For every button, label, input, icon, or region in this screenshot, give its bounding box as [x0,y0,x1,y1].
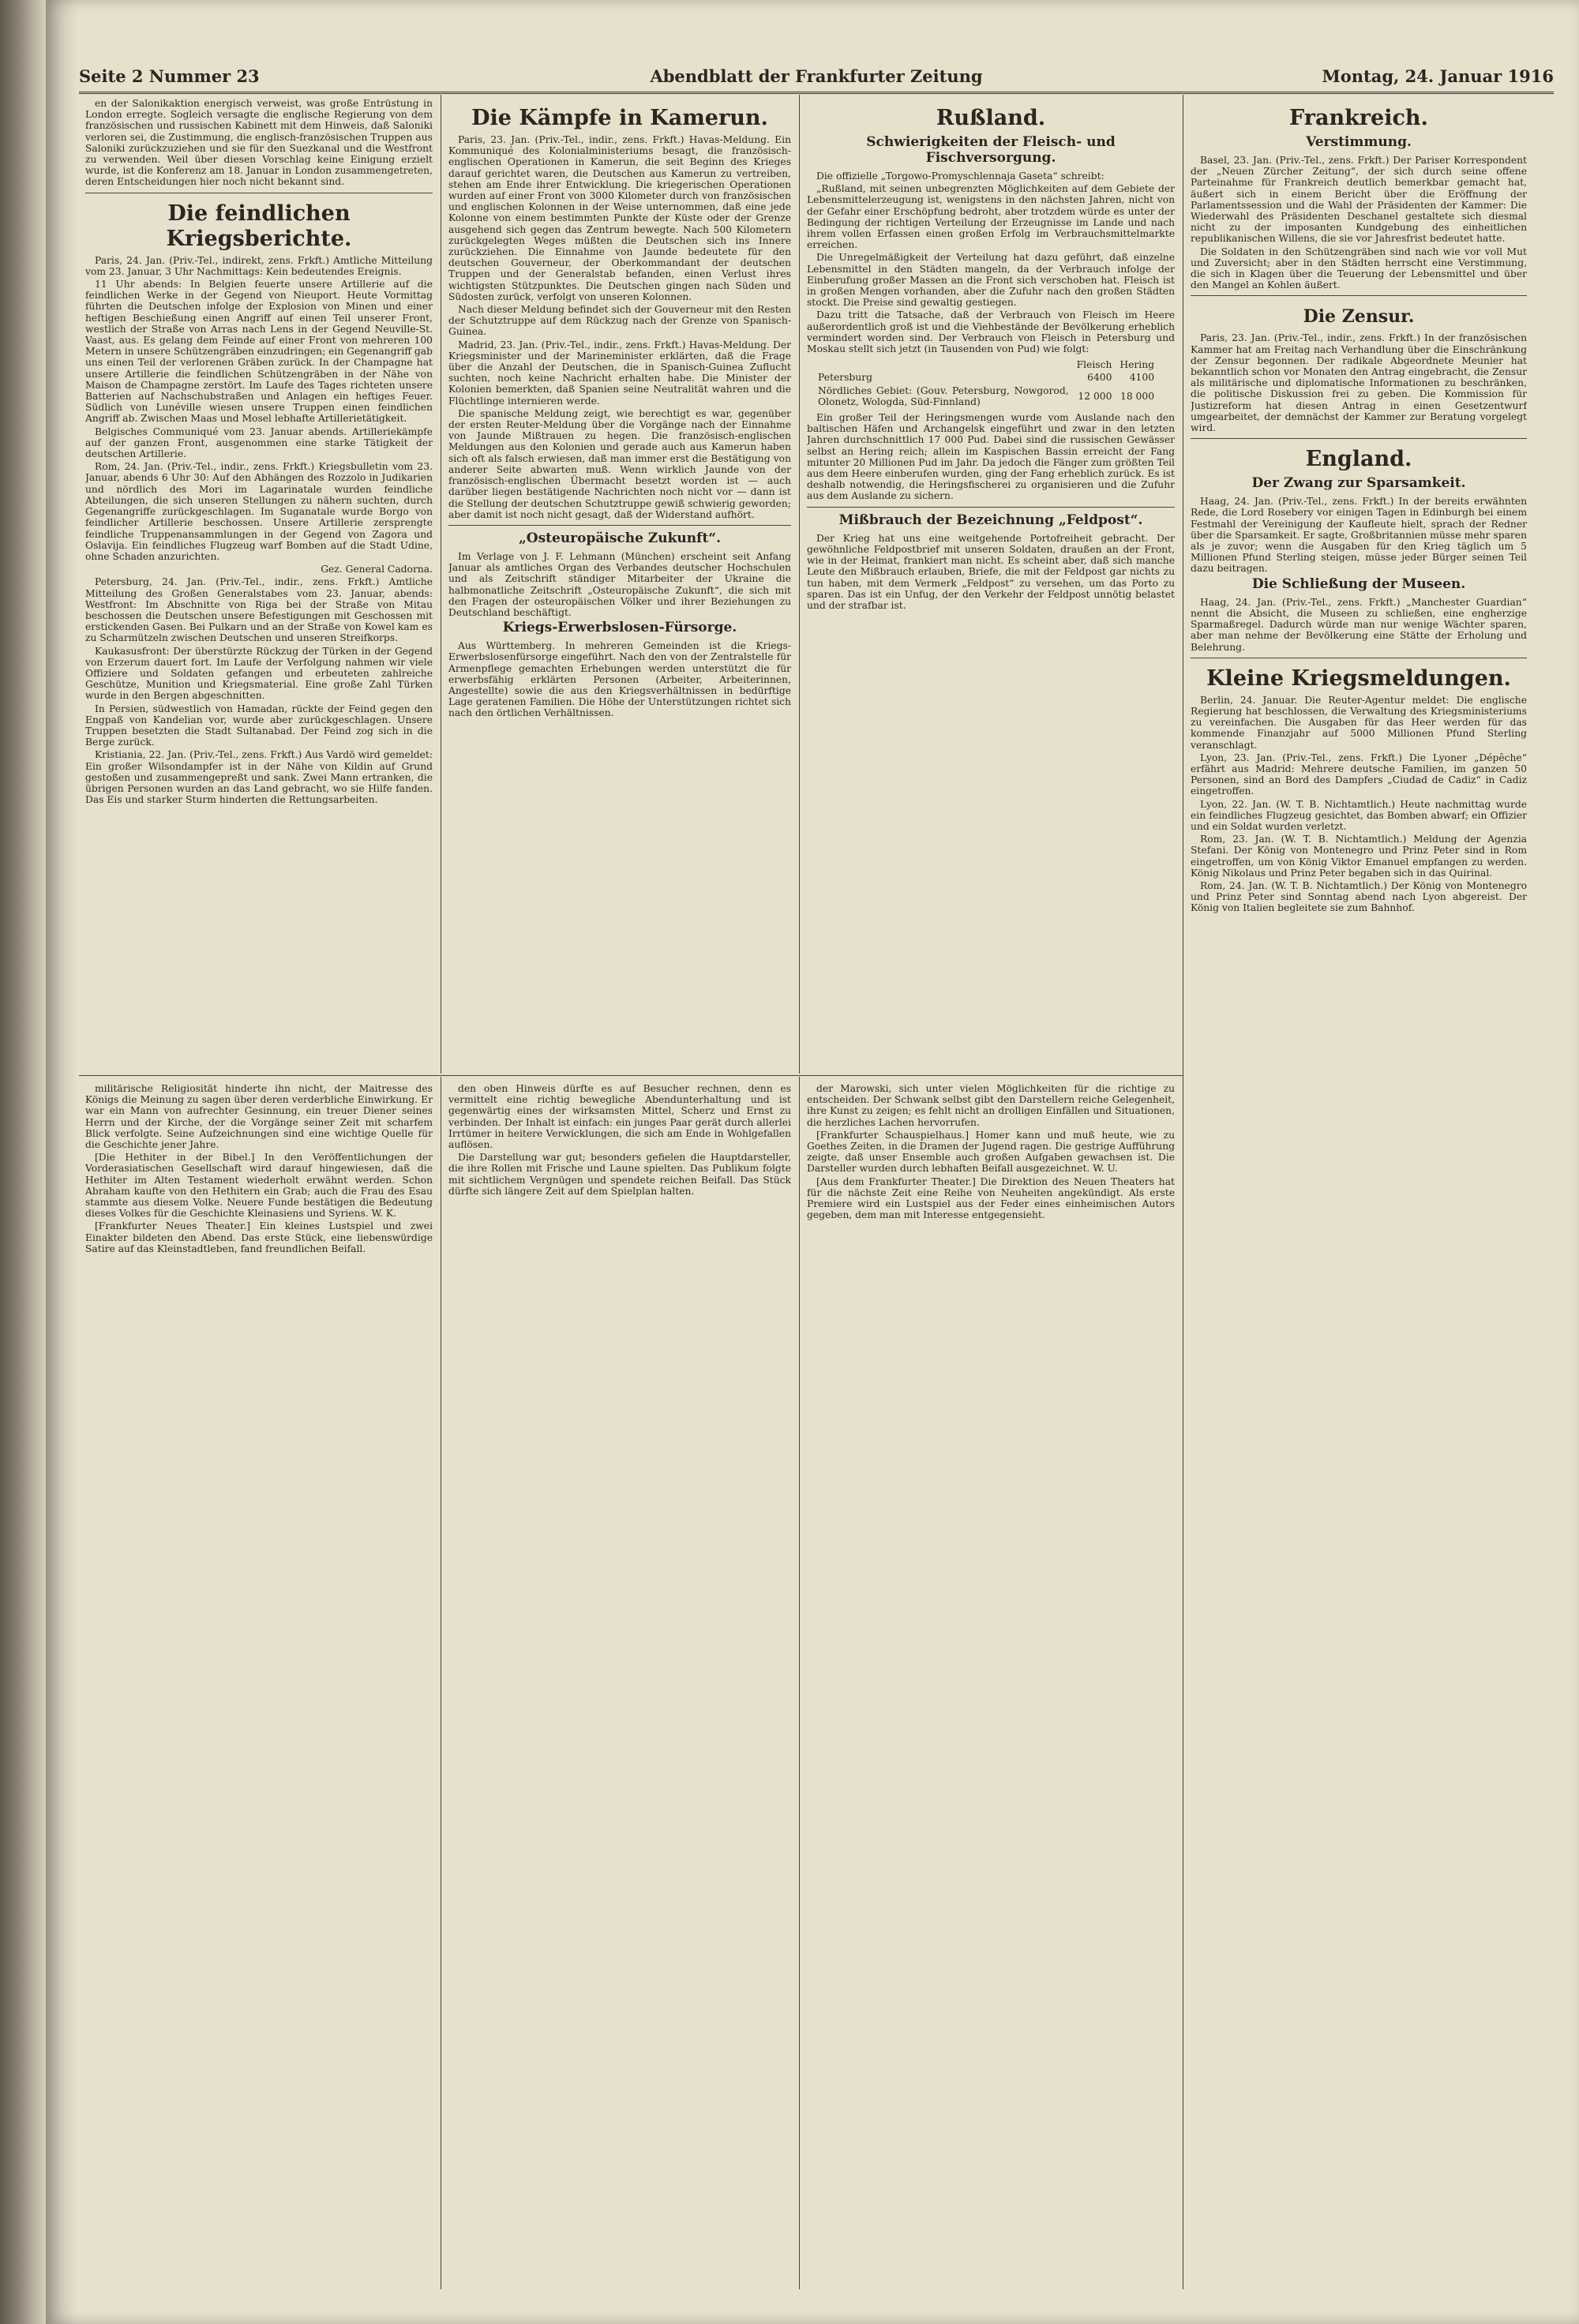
paragraph: Die Unregelmäßigkeit der Verteilung hat dazu geführt, daß einzelne Lebensmittel in den Städten mangeln, da der Verbrauch infolge der Einberufung großer Massen an die Front sich verschoben hat. Fleisch ist in großen Mengen vorhanden, aber die Zufuhr nach den großen Städten stockt. Die Preise sind gewaltig gestiegen. [807,252,1175,309]
article-subheading: Kriegs-Erwerbslosen-Fürsorge. [502,620,737,636]
consumption-table [813,358,1159,409]
paragraph: Basel, 23. Jan. (Priv.-Tel., zens. Frkft.) Der Pariser Korrespondent der „Neuen Zürcher Zeitung“, der sich durch seine offene Parteinahme für Frankreich deutlich bemerkbar gemacht hat, äußert sich in einem Bericht über die Eröffnung der Parlamentssession und die Wahl der Präsidenten der Kammer: Die Wiederwahl des Präsidenten Deschanel gestaltete sich diesmal nicht zu der imposanten Kundgebung des einheitlichen republikanischen Willens, die sie vor Jahresfrist bedeutet hatte. [1191,155,1527,245]
table-cell: 6400 [1087,372,1112,384]
page-number: Seite 2 Nummer 23 [79,66,260,86]
table-cell: 12 000 [1078,390,1112,402]
article-heading: Die Zensur. [1303,306,1415,328]
paragraph: Haag, 24. Jan. (Priv.-Tel., zens. Frkft.) In der bereits erwähnten Rede, die Lord Rosebery vor einigen Tagen in Edinburgh bei einem Festmahl der Vereinigung der Kaufleute hielt, sprach der Redner über die Sparsamkeit. Er sagte, Großbritannien müsse mehr sparen als je zuvor; wenn die Ausgaben für den Krieg täglich um 5 Millionen Pfund Sterling steigen, müsse jeder Bürger seinen Teil dazu beitragen. [1191,496,1527,575]
table-row [815,385,1157,407]
table-header-cell: Hering [1120,359,1155,371]
article-subheading: Die Schließung der Museen. [1251,575,1466,592]
article-heading: Die Kämpfe in Kamerun. [471,106,768,130]
article-heading: England. [1305,447,1412,472]
page-gutter-shadow [46,0,77,2324]
paragraph: Paris, 24. Jan. (Priv.-Tel., indirekt, zens. Frkft.) Amtliche Mitteilung vom 23. Januar, 3 Uhr Nachmittags: Kein bedeutendes Ereignis. [85,254,433,277]
column-divider [799,1077,800,2289]
table-cell: 4100 [1129,372,1155,384]
paragraph: „Rußland, mit seinen unbegrenzten Möglichkeiten auf dem Gebiete der Lebensmittelerzeugung ist, wenigstens in den nächsten Jahren, nicht von der Gefahr einer Erschöpfung bedroht, aber trotzdem würde es unter der Bedingung der richtigen Verteilung der Erzeugnisse im Lande und nach ihrem vollen Erfassen einen großen Erfolg im Verbrauchsmittelmarkte erreichen. [807,183,1175,251]
paragraph: Nach dieser Meldung befindet sich der Gouverneur mit den Resten der Schutztruppe auf dem Rückzug nach der Grenze von Spanisch-Guinea. [448,304,791,338]
paragraph: Aus Württemberg. In mehreren Gemeinden ist die Kriegs-Erwerbslosenfürsorge eingeführt. Nach den von der Zentralstelle für Armenpflege gemachten Erhebungen werden unterstützt die für erwerbsfähig erklärten Personen (Arbeiter, Arbeiterinnen, Angestellte) sowie die aus den Kriegsverhältnissen in bedürftige Lage geratenen Familien. Die Höhe der Unterstützungen richtet sich nach den örtlichen Verhältnissen. [448,640,791,719]
table-header-cell: Fleisch [1076,359,1112,371]
paragraph: Ein großer Teil der Heringsmengen wurde vom Auslande nach den baltischen Häfen und Archangelsk eingeführt und zwar in den letzten Jahren durchschnittlich 17 000 Pud. Dabei sind die russischen Gewässer selbst an Hering reich; allein im Kaspischen Bassin erreicht der Fang mitunter 20 Millionen Pud im Jahr. Da jedoch die Fänger zum größten Teil aus dem Heere einberufen wurden, ging der Fang erheblich zurück. Es ist deshalb notwendig, die Heringsfischerei zu organisieren und die Zufuhr aus dem Auslande zu sichern. [807,412,1175,502]
paragraph: Dazu tritt die Tatsache, daß der Verbrauch von Fleisch im Heere außerordentlich groß ist und die Viehbestände der Bevölkerung erheblich vermindert worden sind. Der Verbrauch von Fleisch in Petersburg und Moskau stellt sich jetzt (in Tausenden von Pud) wie folgt: [807,309,1175,355]
newspaper-title: Abendblatt der Frankfurter Zeitung [650,66,983,86]
article-heading: Rußland. [936,106,1046,130]
paragraph: Die offizielle „Torgowo-Promyschlennaja Gaseta“ schreibt: [816,171,1105,182]
paragraph: 11 Uhr abends: In Belgien feuerte unsere Artillerie auf die feindlichen Werke in der Gegend von Nieuport. Heute Vormittag führten die Deutschen infolge der Explosion von Minen und einer heftigen Beschießung einen Angriff auf einen Teil unserer Front, westlich der Straße von Arras nach Lens in der Gegend Neuville-St. Vaast, aus. Es gelang dem Feinde auf einer Front von mehreren 100 Metern in unsere Schützengräben einzudringen; ein Gegenangriff gab uns einen Teil der verlorenen Gräben zurück. In der Champagne hat unsere Artillerie die feindlichen Schützengräben in der Nähe von Maison de Champagne zerstört. Im Laufe des Tages richteten unsere Batterien auf Nachschubstraßen und Anlagen ein heftiges Feuer. Südlich von Lunéville wiesen unsere Truppen einen feindlichen Angriff ab. Zwischen Maas und Mosel lebhafte Artillerietätigkeit. [85,279,433,425]
article-subheading: Der Zwang zur Sparsamkeit. [1251,475,1466,492]
article-rule [448,525,791,526]
signature: Gez. General Cadorna. [321,564,433,575]
paragraph: Kaukasusfront: Der überstürzte Rückzug der Türken in der Gegend von Erzerum dauert fort. Im Laufe der Verfolgung nahmen wir viele Offiziere und Soldaten gefangen und erbeuteten zahlreiche Geschütze, Munition und Kriegsmaterial. Eine große Zahl Türken wurde in den Bergen abgeschnitten. [85,645,433,702]
column-3 [807,98,1175,1070]
paragraph: Die Soldaten in den Schützengräben sind nach wie vor voll Mut und Zuversicht; aber in den Städten herrscht eine Verstimmung, die sich in Klagen über die Teuerung der Lebensmittel und über den Mangel an Kohlen äußert. [1191,246,1527,291]
article-subheading: Verstimmung. [1306,134,1412,150]
paragraph: Haag, 24. Jan. (Priv.-Tel., zens. Frkft.) „Manchester Guardian“ nennt die Absicht, die Museen zu schließen, eine engherzige Sparmaßregel. Dadurch würde man nur wenige Wächter sparen, aber man nehme der Bevölkerung eine Stätte der Erholung und Belehrung. [1191,596,1527,653]
paragraph: Belgisches Communiqué vom 23. Januar abends. Artilleriekämpfe auf der ganzen Front, ausgenommen eine starke Tätigkeit der deutschen Artillerie. [85,425,433,460]
article-subheading: Schwierigkeiten der Fleisch- und Fischversorgung. [866,134,1116,166]
paragraph: [Die Hethiter in der Bibel.] In den Veröffentlichungen der Vorderasiatischen Gesellschaft wird darauf hingewiesen, daß die Hethiter im Alten Testament wiederholt erwähnt werden. Schon Abraham kaufte von den Hethitern ein Grab; auch die Frau des Esau stammte aus diesem Volke. Neuere Funde bestätigen die Bedeutung dieses Volkes für die Geschichte Kleinasiens und Syriens. W. K. [85,1152,433,1220]
table-header-cell [815,359,1072,370]
paragraph: Die Darstellung war gut; besonders gefielen die Hauptdarsteller, die ihre Rollen mit Frische und Laune spielten. Das Publikum folgte mit sichtlichem Vergnügen und spendete reichen Beifall. Das Stück dürfte sich längere Zeit auf dem Spielplan halten. [448,1152,791,1197]
paragraph: Paris, 23. Jan. (Priv.-Tel., indir., zens. Frkft.) In der französischen Kammer hat am Freitag nach Verhandlung über die Einschränkung der Zensur begonnen. Der radikale Abgeordnete Meunier hat bekanntlich schon vor Monaten den Antrag eingebracht, die Zensur als militärische und diplomatische Informationen zu beschränken, die politische Diskussion frei zu geben. Die Kommission für Justizreform hat diesen Antrag in einen Gesetzentwurf umgearbeitet, der demnächst der Kammer zur Beratung vorgelegt wird. [1191,332,1527,434]
article-heading: Die feindlichen Kriegsberichte. [166,201,352,251]
paragraph: militärische Religiosität hinderte ihn nicht, der Maitresse des Königs die Meinung zu sagen über deren verderbliche Einwirkung. Er war ein Mann von aufrechter Gesinnung, ein treuer Diener seines Herrn und der Kirche, der die Vorgänge seiner Zeit mit scharfem Blick verfolgte. Seine Aufzeichnungen sind eine wichtige Quelle für die Geschichte jener Jahre. [85,1083,433,1151]
book-spine [0,0,46,2324]
paragraph: In Persien, südwestlich von Hamadan, rückte der Feind gegen den Engpaß von Kandelian vor, wurde aber zurückgeschlagen. Unsere Truppen besetzten die Stadt Sultanabad. Der Feind zog sich in die Berge zurück. [85,703,433,748]
feuilleton-column-3 [807,1083,1175,2283]
table-row [815,372,1157,383]
paragraph: Lyon, 22. Jan. (W. T. B. Nichtamtlich.) Heute nachmittag wurde ein feindliches Flugzeug gesichtet, das Bomben abwarf; ein Offizier und ein Soldat wurden verletzt. [1191,798,1527,832]
column-1 [85,98,433,1070]
table-header-row [815,359,1157,370]
paragraph: Lyon, 23. Jan. (Priv.-Tel., zens. Frkft.) Die Lyoner „Dépêche“ erfährt aus Madrid: Mehrere deutsche Familien, im ganzen 50 Personen, sind an Bord des Dampfers „Ciudad de Cadiz“ in Cadiz eingetroffen. [1191,752,1527,797]
paragraph: Paris, 23. Jan. (Priv.-Tel., indir., zens. Frkft.) Havas-Meldung. Ein Kommuniqué des Kolonialministeriums besagt, die französisch-englischen Operationen in Kamerun, die seit Beginn des Krieges darauf gerichtet waren, die Deutschen aus Kamerun zu vertreiben, stehen am Ende ihrer Entwicklung. Die kriegerischen Operationen wurden auf einer Front von 3000 Kilometer durch von französischen und englischen Kolonnen in der Weise unternommen, daß eine jede Kolonne von einem bestimmten Punkte der Küste oder der Grenze ausgehend sich gegen das Zentrum bewegte. Nach 500 Kilometern zurückgelegten Weges müßten die Deutschen sich ins Innere zurückziehen. Die Einnahme von Jaunde bedeutete für den deutschen Gouverneur, der Oberkommandant der deutschen Truppen und der Generalstab befanden, einen Verlust ihres wichtigsten Stützpunktes. Die Deutschen gingen nach Süden und Südosten zurück, verfolgt von unseren Kolonnen. [448,134,791,302]
paragraph: Rom, 23. Jan. (W. T. B. Nichtamtlich.) Meldung der Agenzia Stefani. Der König von Montenegro und Prinz Peter sind in Rom eingetroffen, um von König Viktor Emanuel empfangen zu werden. König Nikolaus und Prinz Peter begaben sich in das Quirinal. [1191,834,1527,879]
paragraph: Kristiania, 22. Jan. (Priv.-Tel., zens. Frkft.) Aus Vardö wird gemeldet: Ein großer Wilsondampfer ist in der Nähe von Kildin auf Grund gestoßen und zusammengepreßt und sank. Zwei Mann ertranken, die übrigen Personen wurden an das Land gebracht, wo sie Hilfe fanden. Das Eis und starker Sturm hinderten die Rettungsarbeiten. [85,749,433,806]
issue-date: Montag, 24. Januar 1916 [1322,66,1554,86]
paragraph: Die spanische Meldung zeigt, wie berechtigt es war, gegenüber der ersten Reuter-Meldung über die Vorgänge nach der Einnahme von Jaunde Mißtrauen zu hegen. Die französisch-englischen Meldungen aus den Kolonien und gerade auch aus Kamerun haben sich oft als falsch erwiesen, daß man immer erst die Bestätigung von anderer Seite abwarten muß. Wenn wirklich Jaunde von der französisch-englischen Übermacht besetzt worden ist — auch darüber liegen bestätigende Nachrichten noch nicht vor — dann ist die Stellung der deutschen Schutztruppe gewiß schwierig geworden; aber damit ist noch nicht gesagt, daß der Widerstand aufhört. [448,407,791,520]
masthead [79,63,1554,94]
table-cell: Petersburg [818,372,872,384]
paragraph: Rom, 24. Jan. (Priv.-Tel., indir., zens. Frkft.) Kriegsbulletin vom 23. Januar, abends 6 Uhr 30: Auf den Abhängen des Rozzolo in Judikarien und nördlich des Mori im Lagarinatale wurden feindliche Abteilungen, die sich unseren Stellungen zu nähern suchten, durch Gegenangriffe zurückgeschlagen. Im Suganatale wurde Borgo von feindlicher Artillerie beschossen. Unsere Artillerie zersprengte feindliche Truppenansammlungen in der Gegend von Zagora und Oslavija. Ein feindliches Flugzeug warf Bomben auf die Stadt Udine, ohne Schaden anzurichten. [85,461,433,562]
article-rule [1191,295,1527,296]
article-rule [1191,438,1527,439]
column-divider [799,95,800,1074]
table-cell: 18 000 [1120,390,1155,402]
paragraph: Rom, 24. Jan. (W. T. B. Nichtamtlich.) Der König von Montenegro und Prinz Peter sind Sonntag abend nach Lyon abgereist. Der König von Italien begleitete sie zum Bahnhof. [1191,879,1527,914]
paragraph: Der Krieg hat uns eine weitgehende Portofreiheit gebracht. Der gewöhnliche Feldpostbrief mit unseren Soldaten, draußen an der Front, wie in der Heimat, frankiert man nicht. Es scheint aber, daß sich manche Leute den Mißbrauch erlauben, Briefe, die mit der Feldpost gar nichts zu tun haben, mit dem Vermerk „Feldpost“ zu versehen, um das Porto zu sparen. Das ist ein Unfug, der den Verkehr der Feldpost unnötig belastet und der strafbar ist. [807,532,1175,611]
column-2 [448,98,791,1070]
column-4 [1191,98,1527,2285]
article-subheading: Mißbrauch der Bezeichnung „Feldpost“. [838,512,1143,528]
paragraph: Petersburg, 24. Jan. (Priv.-Tel., indir., zens. Frkft.) Amtliche Mitteilung des Großen Generalstabes vom 23. Januar, abends: Westfront: Im Abschnitte von Riga bei der Straße von Mitau beschossen die Deutschen unsere Befestigungen mit Geschossen mit erstickenden Gasen. Bei Pulkarn und an der Straße von Kowel kam es zu Scharmützeln zwischen Deutschen und unseren Streifkorps. [85,576,433,644]
paragraph: Im Verlage von J. F. Lehmann (München) erscheint seit Anfang Januar als amtliches Organ des Verbandes deutscher Hochschulen und als Zeitschrift ständiger Mitarbeiter der Ukraine die halbmonatliche Zeitschrift „Osteuropäische Zukunft“, die sich mit den Fragen der osteuropäischen Völker und ihrer Beziehungen zu Deutschland beschäftigt. [448,550,791,618]
feuilleton-column-2 [448,1083,791,2283]
paragraph: [Frankfurter Neues Theater.] Ein kleines Lustspiel und zwei Einakter bildeten den Abend. Das erste Stück, eine liebenswürdige Satire auf das Kleinstadtleben, fand freundlichen Beifall. [85,1220,433,1254]
paragraph: [Frankfurter Schauspielhaus.] Homer kann und muß heute, wie zu Goethes Zeiten, in die Dramen der Jugend ragen. Die gestrige Aufführung zeigte, daß unser Ensemble auch großen Aufgaben gewachsen ist. Die Darsteller wurden durch lebhaften Beifall ausgezeichnet. W. U. [807,1129,1175,1175]
paragraph: Berlin, 24. Januar. Die Reuter-Agentur meldet: Die englische Regierung hat beschlossen, die Verwaltung des Kriegsministeriums zu vereinfachen. Die Ausgaben für das Heer werden für das kommende Finanzjahr auf 5000 Millionen Pfund Sterling veranschlagt. [1191,694,1527,751]
paragraph: den oben Hinweis dürfte es auf Besucher rechnen, denn es vermittelt eine richtig bewegliche Abendunterhaltung und ist gegenwärtig eines der wirksamsten Mittel, Scherz und Ernst zu verbinden. Der Inhalt ist einfach: ein junges Paar gerät durch allerlei Irrtümer in heitere Verwicklungen, die sich am Ende in Wohlgefallen auflösen. [448,1083,791,1151]
table-cell: Nördliches Gebiet: (Gouv. Petersburg, Nowgorod, Olonetz, Wologda, Süd-Finnland) [818,384,1069,407]
article-subheading: „Osteuropäische Zukunft“. [519,530,721,546]
paragraph: der Marowski, sich unter vielen Möglichkeiten für die richtige zu entscheiden. Der Schwank selbst gibt den Darstellern reiche Gelegenheit, ihre Kunst zu zeigen; es fehlt nicht an drolligen Einfällen und Situationen, die herzliches Lachen hervorrufen. [807,1083,1175,1128]
article-heading: Frankreich. [1289,106,1428,130]
article-rule [807,507,1175,508]
article-continuation: en der Salonikaktion energisch verweist, was große Entrüstung in London erregte. Sogleich versagte die englische Regierung von dem französischen und russischen Kabinett mit dem Hinweis, daß Saloniki verloren sei, die Zustimmung, die englisch-französischen Truppen aus Saloniki zurückzuziehen und sie für den Suezkanal und die Westfront zu verwenden. Weil über diesen Vorschlag keine Einigung erzielt wurde, ist die Konferenz am 18. Januar in London zusammengetreten, deren Entscheidungen hier noch nicht bekannt sind. [85,98,433,188]
paragraph: [Aus dem Frankfurter Theater.] Die Direktion des Neuen Theaters hat für die nächste Zeit eine Reihe von Neuheiten angekündigt. Als erste Premiere wird ein Lustspiel aus der Feder eines einheimischen Autors gegeben, dem man mit Interesse entgegensieht. [807,1175,1175,1221]
section-rule [79,1075,1183,1076]
article-heading: Kleine Kriegsmeldungen. [1206,665,1511,691]
feuilleton-column-1 [85,1083,433,2283]
paragraph: Madrid, 23. Jan. (Priv.-Tel., indir., zens. Frkft.) Havas-Meldung. Der Kriegsminister und der Marineminister erklärten, daß die Frage über die Anzahl der Deutschen, die in Spanisch-Guinea Zuflucht suchten, noch keine Nachricht erhalten habe. Die Minister der Kolonien bemerkten, daß Spanien seine Neutralität wahren und die Flüchtlinge internieren werde. [448,339,791,407]
